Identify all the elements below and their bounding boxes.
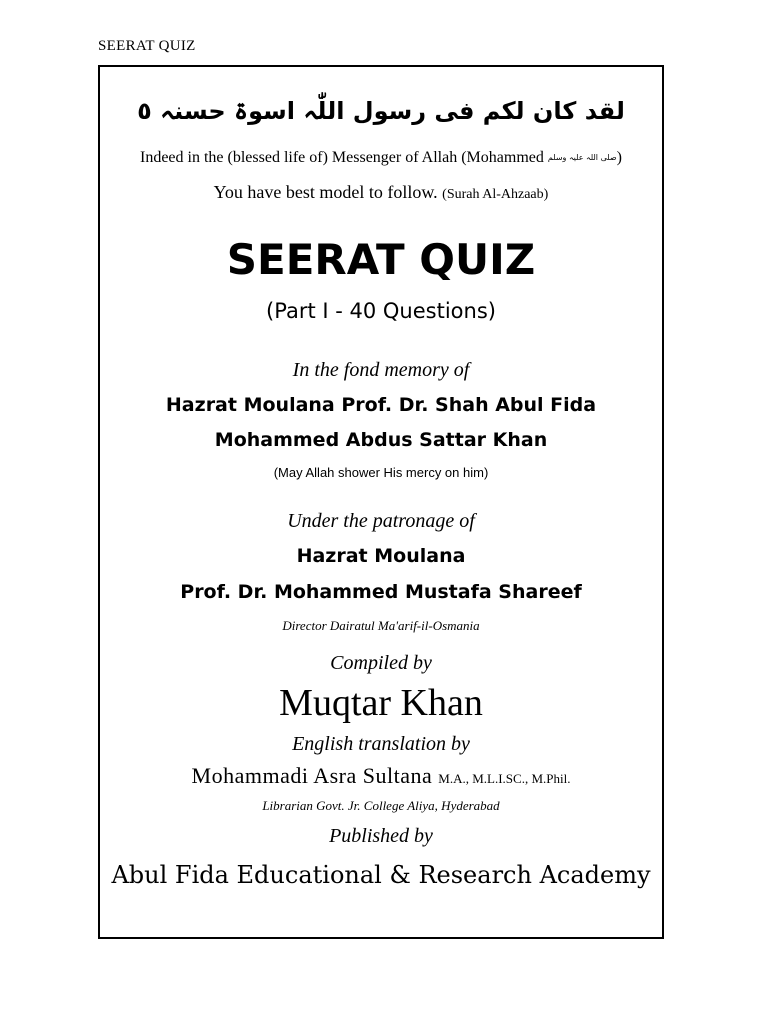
memory-name-line1: Hazrat Moulana Prof. Dr. Shah Abul Fida — [165, 394, 597, 416]
quranic-verse-arabic: لقد كان لكم فی رسول اللّٰہ اسوۃ حسنہ ٥ — [137, 97, 625, 125]
publisher-name: Abul Fida Educational & Research Academy — [111, 861, 651, 889]
patron-name-line1: Hazrat Moulana — [296, 545, 466, 567]
translator-degrees: M.A., M.L.I.SC., M.Phil. — [438, 771, 571, 786]
page-subtitle: (Part I - 40 Questions) — [266, 299, 496, 323]
patronage-heading: Under the patronage of — [287, 510, 475, 532]
translator-line — [100, 763, 662, 789]
patron-name-line2: Prof. Dr. Mohammed Mustafa Shareef — [180, 581, 582, 603]
verse-translation-close: ) — [616, 149, 622, 166]
memory-prayer: (May Allah shower His mercy on him) — [273, 465, 489, 480]
running-head: SEERAT QUIZ — [98, 38, 196, 54]
salutation-glyph: صلی اللہ علیہ وسلم — [547, 153, 617, 163]
translation-heading: English translation by — [292, 733, 470, 755]
compiler-name: Muqtar Khan — [279, 682, 483, 724]
verse-reference: (Surah Al-Ahzaab) — [442, 187, 549, 202]
translator-designation: Librarian Govt. Jr. College Aliya, Hyderabad — [262, 798, 500, 813]
memory-name-line2: Mohammed Abdus Sattar Khan — [214, 429, 548, 451]
verse-translation-text: Indeed in the (blessed life of) Messenger of Allah (Mohammed — [139, 149, 544, 166]
page-title: SEERAT QUIZ — [226, 235, 536, 284]
verse-translation-line1 — [100, 149, 662, 167]
patron-designation: Director Dairatul Ma'arif-il-Osmania — [282, 618, 480, 633]
translator-name: Mohammadi Asra Sultana — [191, 763, 433, 788]
compiled-by-heading: Compiled by — [330, 652, 432, 674]
title-page-frame — [98, 65, 664, 939]
published-by-heading: Published by — [329, 825, 433, 847]
verse-translation-line2-text: You have best model to follow. — [213, 182, 438, 202]
verse-translation-line2 — [100, 182, 662, 203]
memory-heading: In the fond memory of — [292, 359, 470, 381]
